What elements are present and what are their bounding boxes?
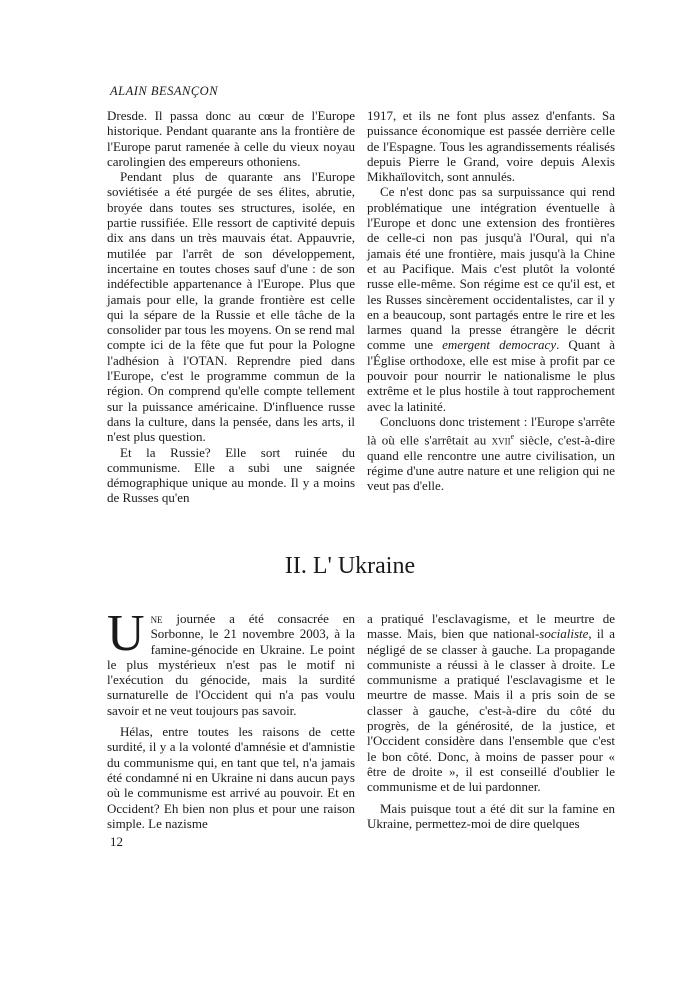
- text-run: , il a négligé de se classer à gauche. La propagande communiste a réussi à le classer à droite. Le communisme a pratiqué l'esclavagisme et le meurtre de masse. Mais il a pris soin de se classer à gauche, c'est-à-dire du côté du progrès, de la générosité, de la justice, et l'Occident considère dans l'ensemble que c'est le bon côté. Donc, à moins de passer pour « être de droite », il est conseillé d'oublier le communisme et de lui pardonner.: [367, 626, 615, 795]
- section-title: II. L' Ukraine: [284, 552, 416, 579]
- paragraph: Et la Russie? Elle sort ruinée du communisme. Elle a subi une saignée démographique unique au monde. Il y a moins de Russes qu'en: [107, 444, 355, 506]
- paragraph: Pendant plus de quarante ans l'Europe soviétisée a été purgée de ses élites, abrutie, broyée dans toutes ses structures, isolée, en partie russifiée. Elle ressort de captivité depuis dix ans dans un très mauvais état. Appauvrie, mutilée par l'arrêt de son développement, incertaine en toutes choses sauf d'une : de son indéfectible appartenance à l'Europe. Plus que jamais pour elle, la grande frontière est celle qui la sépare de la Russie et elle tâche de la consolider par tous les moyens. On se rend mal compte ici de la fête que fut pour la Pologne l'adhésion à l'OTAN. Reprendre pied dans l'Europe, c'est le programme commun de la région. On comprend qu'elle compte tellement sur la puissance américaine. D'influence russe dans la culture, dans la pensée, dans les arts, il n'est plus question.: [107, 169, 355, 445]
- text-run: journée a été consacrée en Sorbonne, le 21 novembre 2003, à la famine-génocide en Ukraine. Le point le plus mystérieux n'est pas le motif ni l'exécution du génocide, mais la surdité surnaturelle de l'Occident qui n'a pas voulu savoir et ne veut toujours pas savoir.: [107, 611, 355, 718]
- column-bottom-left: [107, 605, 355, 831]
- page-number: 12: [110, 834, 123, 849]
- text-run: Ce n'est donc pas sa surpuissance qui rend problématique une intégration éventuelle à l'Europe et donc une extension des frontières de celle-ci non pas jusqu'à l'Oural, qui n'a jamais été une frontière, mais jusqu'à la Chine et au Pacifique. Mais c'est plutôt la volonté russe elle-même. Son régime est ce qu'il est, et les Russes sincèrement occidentalistes, car il y en a beaucoup, sont partagés entre le rire et les larmes quand la presse étrangère le décrit comme une: [367, 184, 615, 353]
- paragraph: 1917, et ils ne font plus assez d'enfants. Sa puissance économique est passée derrière celle de l'Espagne. Tous les agrandissements réalisés depuis Pierre le Grand, voire depuis Alexis Mikhaïlovitch, sont annulés.: [367, 108, 615, 185]
- century-numeral: xvii: [491, 432, 511, 448]
- running-head: ALAIN BESANÇON: [110, 84, 219, 98]
- paragraph: Hélas, entre toutes les raisons de cette surdité, il y a la volonté d'amnésie et d'amnistie du communisme qui, en tant que tel, n'a jamais été condamné ni en Ukraine ni dans aucun pays où le communisme est arrivé au pouvoir. Et en Occident? Eh bien non plus et pour une raison simple. Le nazisme: [107, 724, 355, 831]
- paragraph: Mais puisque tout a été dit sur la famine en Ukraine, permettez-moi de dire quelques: [367, 800, 615, 831]
- paragraph: [367, 611, 615, 795]
- emphasis: emergent democracy: [442, 337, 557, 353]
- lead-in: ne: [150, 611, 163, 626]
- paragraph: [367, 184, 615, 413]
- text-run: Concluons donc tristement : l'Europe s'arrête là où elle s'arrêtait au: [367, 413, 615, 448]
- column-top-left: [107, 108, 355, 506]
- paragraph: Dresde. Il passa donc au cœur de l'Europe historique. Pendant quarante ans la frontière de l'Europe parut ramenée à celle du vieux noyau carolingien des empereurs othoniens.: [107, 108, 355, 169]
- text-run: . Quant à l'Église orthodoxe, elle est mise à profit par ce pouvoir pour nourrir le nationalisme le plus extrême et le plus hostile à tout rapprochement avec la latinité.: [367, 337, 615, 414]
- paragraph: [367, 414, 615, 494]
- text-run: siècle, c'est-à-dire quand elle rencontre une autre civilisation, un régime d'une autre nature et une religion qui ne veut pas d'elle.: [367, 432, 615, 494]
- text-run: a pratiqué l'esclavagisme, et le meurtre de masse. Mais, bien que national-: [367, 611, 615, 642]
- superscript: e: [510, 432, 515, 442]
- column-bottom-right: [367, 611, 615, 831]
- paragraph: [107, 605, 355, 718]
- column-top-right: [367, 108, 615, 494]
- drop-cap: U: [107, 605, 145, 662]
- emphasis: socialiste: [539, 626, 589, 642]
